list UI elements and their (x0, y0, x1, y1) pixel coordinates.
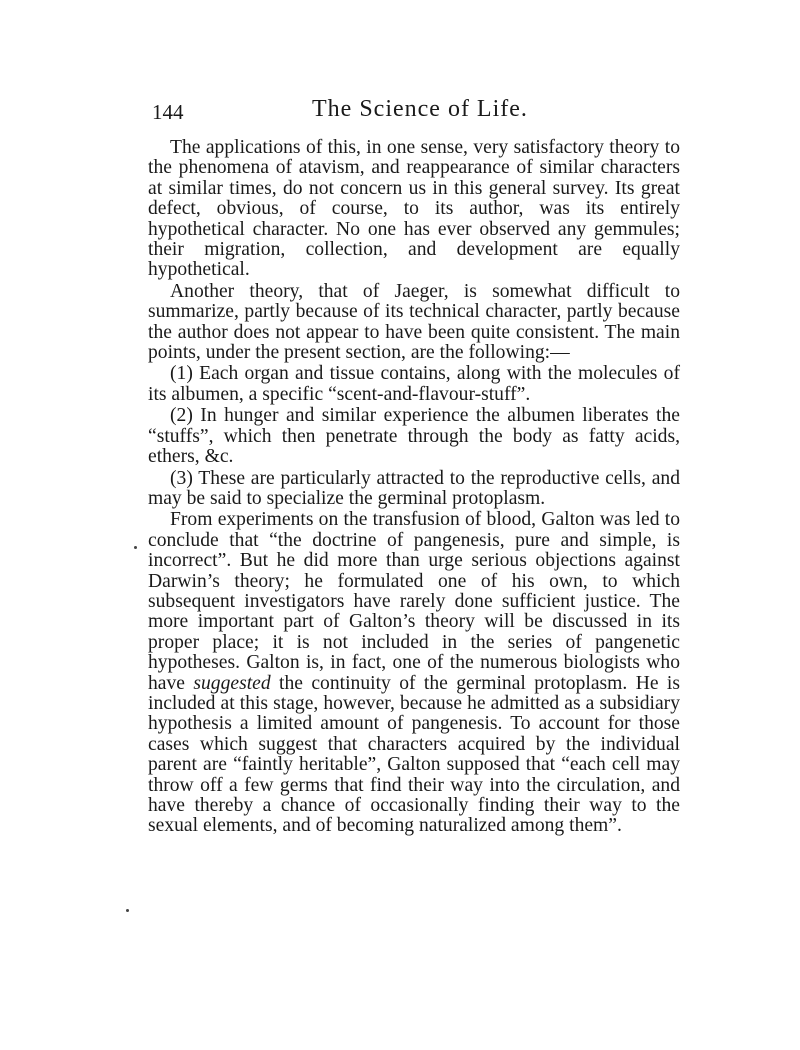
running-title: The Science of Life. (312, 96, 528, 122)
body-text (148, 138, 680, 837)
paragraph-galton-before: From experiments on the transfusion of blood, Galton was led to conclude that “the doctrine of pangenesis, pure and simple, is incorrect”. But he did more than urge serious objections against Darwin’s theory; he formulated one of his own, to which subsequent investigators have rarely done sufficient justice. The more important part of Galton’s theory will be discussed in its proper place; it is not included in the series of pangenetic hypotheses. Galton is, in fact, one of the numerous biologists who have (148, 509, 680, 694)
book-page (148, 92, 680, 838)
paragraph-jaeger-theory: Another theory, that of Jaeger, is somewhat difficult to summarize, partly because of its technical character, partly because the author does not appear to have been quite consistent. The main points, under the present section, are the following:— (148, 280, 680, 364)
emphasis-suggested: suggested (193, 672, 271, 694)
margin-mark (134, 546, 137, 549)
margin-mark (126, 909, 129, 912)
list-item-2: (2) In hunger and similar experience the albumen liberates the “stuffs”, which then penetrate through the body as fatty acids, ethers, &c. (148, 405, 680, 468)
page-header (148, 92, 680, 128)
paragraph-atavism: The applications of this, in one sense, very satisfactory theory to the phenomena of atavism, and reappearance of similar characters at similar times, do not concern us in this general survey. Its great defect, obvious, of course, to its author, was its entirely hypothetical character. No one has ever observed any gemmules; their migration, collection, and development are equally hypothetical. (148, 137, 680, 281)
list-item-3: (3) These are particularly attracted to the reproductive cells, and may be said to specialize the germinal protoplasm. (148, 467, 680, 509)
paragraph-galton-after: the continuity of the germinal protoplasm. He is included at this stage, however, because he admitted as a subsidiary hypothesis a limited amount of pangenesis. To account for those cases which suggest that characters acquired by the individual parent are “faintly heritable”, Galton supposed that “each cell may throw off a few germs that find their way into the circulation, and have thereby a chance of occasionally finding their way to the sexual elements, and of becoming naturalized among them”. (148, 672, 680, 837)
page-number: 144 (152, 100, 184, 124)
paragraph-galton (148, 510, 680, 837)
list-item-1: (1) Each organ and tissue contains, along with the molecules of its albumen, a specific “scent-and-flavour-stuff”. (148, 363, 680, 405)
